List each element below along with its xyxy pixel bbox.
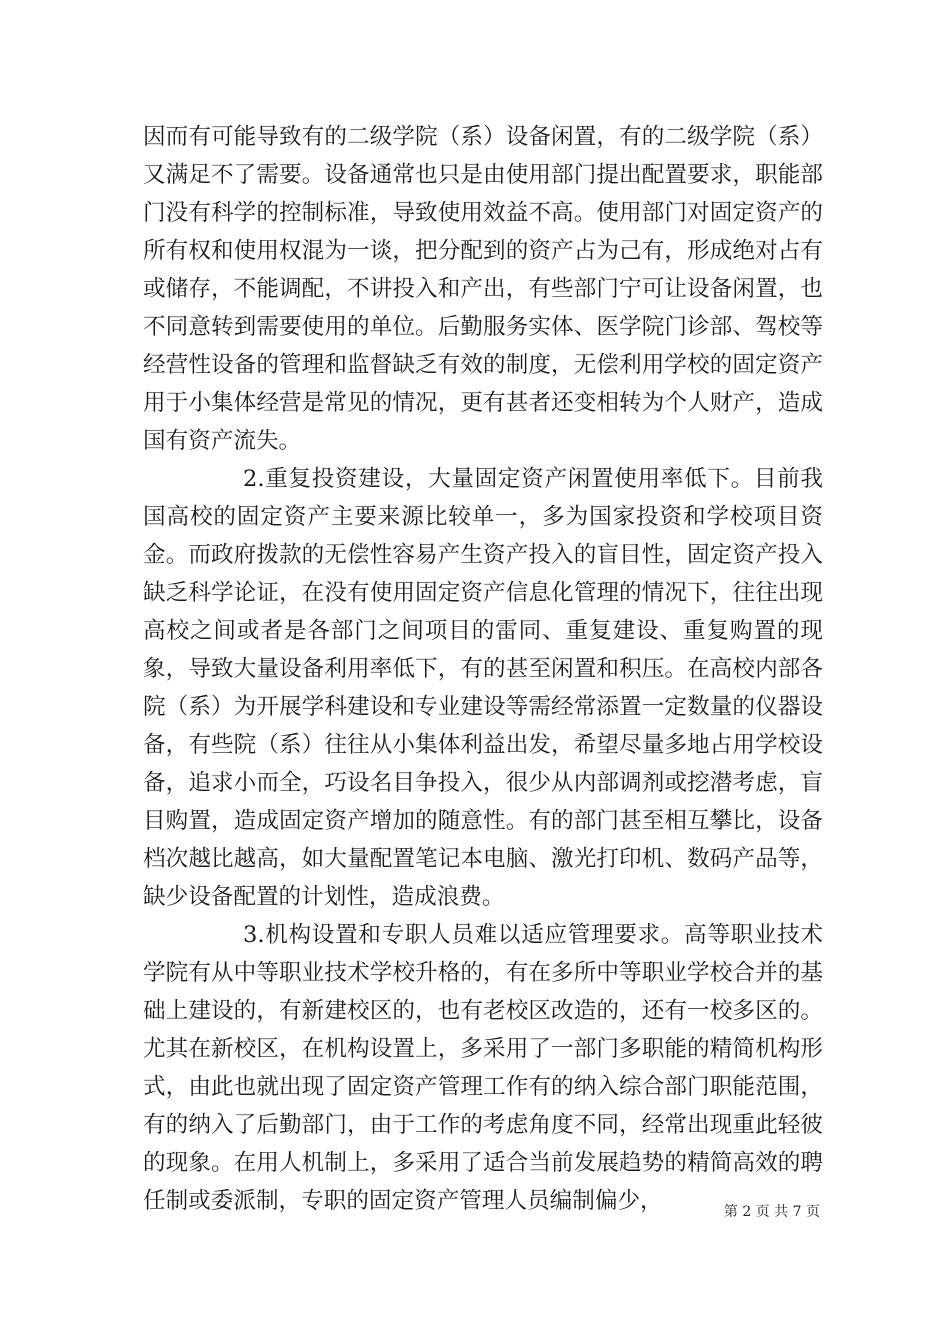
paragraph-continuation: 因而有可能导致有的二级学院（系）设备闲置，有的二级学院（系）又满足不了需要。设备通常也只是由使用部门提出配置要求，职能部门没有科学的控制标准，导致使用效益不高。使用部门对固定资产的所有权和使用权混为一谈，把分配到的资产占为己有，形成绝对占有或储存，不能调配，不讲投入和产出，有些部门宁可让设备闲置，也不同意转到需要使用的单位。后勤服务实体、医学院门诊部、驾校等经营性设备的管理和监督缺乏有效的制度，无偿利用学校的固定资产用于小集体经营是常见的情况，更有甚者还变相转为个人财产，造成国有资产流失。 — [143, 124, 823, 454]
page-number: 第 2 页 共 7 页 — [723, 1204, 820, 1220]
paragraph-item-2: 2.重复投资建设，大量固定资产闲置使用率低下。目前我国高校的固定资产主要来源比较单一，多为国家投资和学校项目资金。而政府拨款的无偿性容易产生资产投入的盲目性，固定资产投入缺乏科学论证，在没有使用固定资产信息化管理的情况下，往往出现高校之间或者是各部门之间项目的雷同、重复建设、重复购置的现象，导致大量设备利用率低下，有的甚至闲置和积压。在高校内部各院（系）为开展学科建设和专业建设等需经常添置一定数量的仪器设备，有些院（系）往往从小集体利益出发，希望尽量多地占用学校设备，追求小而全，巧设名目争投入，很少从内部调剂或挖潜考虑，盲目购置，造成固定资产增加的随意性。有的部门甚至相互攀比，设备档次越比越高，如大量配置笔记本电脑、激光打印机、数码产品等，缺少设备配置的计划性，造成浪费。 — [143, 466, 823, 910]
body-text — [143, 118, 823, 1220]
paragraph-item-3: 3.机构设置和专职人员难以适应管理要求。高等职业技术学院有从中等职业技术学校升格的，有在多所中等职业学校合并的基础上建设的，有新建校区的，也有老校区改造的，还有一校多区的。尤其在新校区，在机构设置上，多采用了一部门多职能的精简机构形式，由此也就出现了固定资产管理工作有的纳入综合部门职能范围，有的纳入了后勤部门，由于工作的考虑角度不同，经常出现重此轻彼的现象。在用人机制上，多采用了适合当前发展趋势的精简高效的聘任制或委派制，专职的固定资产管理人员编制偏少， — [143, 922, 823, 1214]
